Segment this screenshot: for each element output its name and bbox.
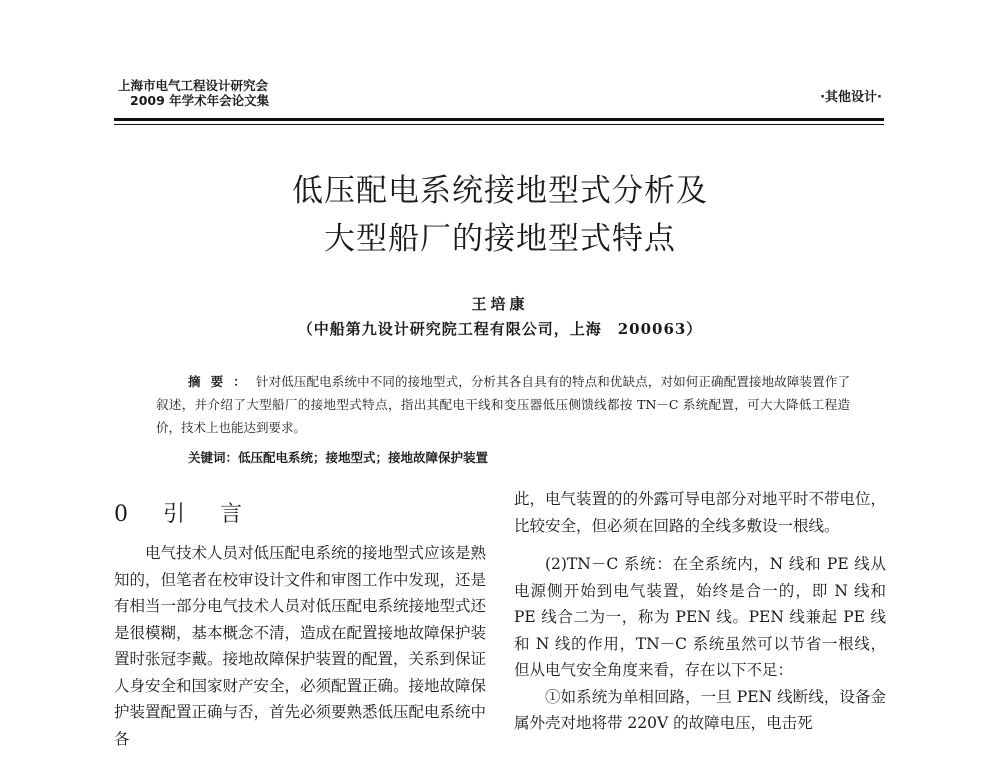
section-tag: ·其他设计· — [820, 90, 882, 105]
header-rule-thin — [114, 124, 884, 125]
affiliation: （中船第九设计研究院工程有限公司，上海 200063） — [297, 320, 703, 338]
org-line-2: 2009 年学术年会论文集 — [130, 93, 270, 108]
left-column — [114, 540, 486, 752]
header-rule-thick — [114, 118, 884, 121]
paragraph: 电气技术人员对低压配电系统的接地型式应该是熟知的，但笔者在校审设计文件和审图工作中发现，还是有相当一部分电气技术人员对低压配电系统接地型式还是很模糊，基本概念不清，造成在配置接地故障保护装置时张冠李戴。接地故障保护装置的配置，关系到保证人身安全和国家财产安全，必须配置正确。接地故障保护装置配置正确与否，首先必须要熟悉低压配电系统中各 — [114, 544, 487, 748]
title-line-1: 低压配电系统接地型式分析及 — [292, 173, 708, 209]
org-line-1: 上海市电气工程设计研究会 — [118, 78, 269, 93]
paragraph: ①如系统为单相回路，一旦 PEN 线断线，设备金属外壳对地将带 220V 的故障电压，电击死 — [514, 687, 886, 732]
paragraph: 此，电气装置的的外露可导电部分对地平时不带电位，比较安全，但必须在回路的全线多敷设一根线。 — [514, 490, 887, 535]
keywords — [188, 448, 488, 466]
paragraph: (2)TN－C 系统：在全系统内，N 线和 PE 线从电源侧开始到电气装置，始终是合一的，即 N 线和 PE 线合二为一，称为 PEN 线。PEN 线兼起 PE 线和 N 线的作用，TN－C 系统虽然可以节省一根线，但从电气安全角度来看，存在以下不足： — [514, 555, 886, 679]
proceedings-header — [118, 78, 269, 108]
author: 王培康 — [471, 295, 529, 313]
title-line-2: 大型船厂的接地型式特点 — [324, 221, 676, 257]
abstract-label: 摘要： — [188, 374, 256, 389]
abstract-text: 针对低压配电系统中不同的接地型式，分析其各自具有的特点和优缺点，对如何正确配置接地故障装置作了叙述，并介绍了大型船厂的接地型式特点，指出其配电干线和变压器低压侧馈线都按 TN－C 系统配置，可大大降低工程造价，技术上也能达到要求。 — [156, 374, 850, 435]
keywords-label: 关键词： — [188, 450, 239, 465]
keywords-text: 低压配电系统；接地型式；接地故障保护装置 — [238, 450, 489, 465]
right-column — [514, 486, 886, 737]
section-heading: 0 引 言 — [114, 502, 256, 527]
abstract — [156, 370, 850, 439]
